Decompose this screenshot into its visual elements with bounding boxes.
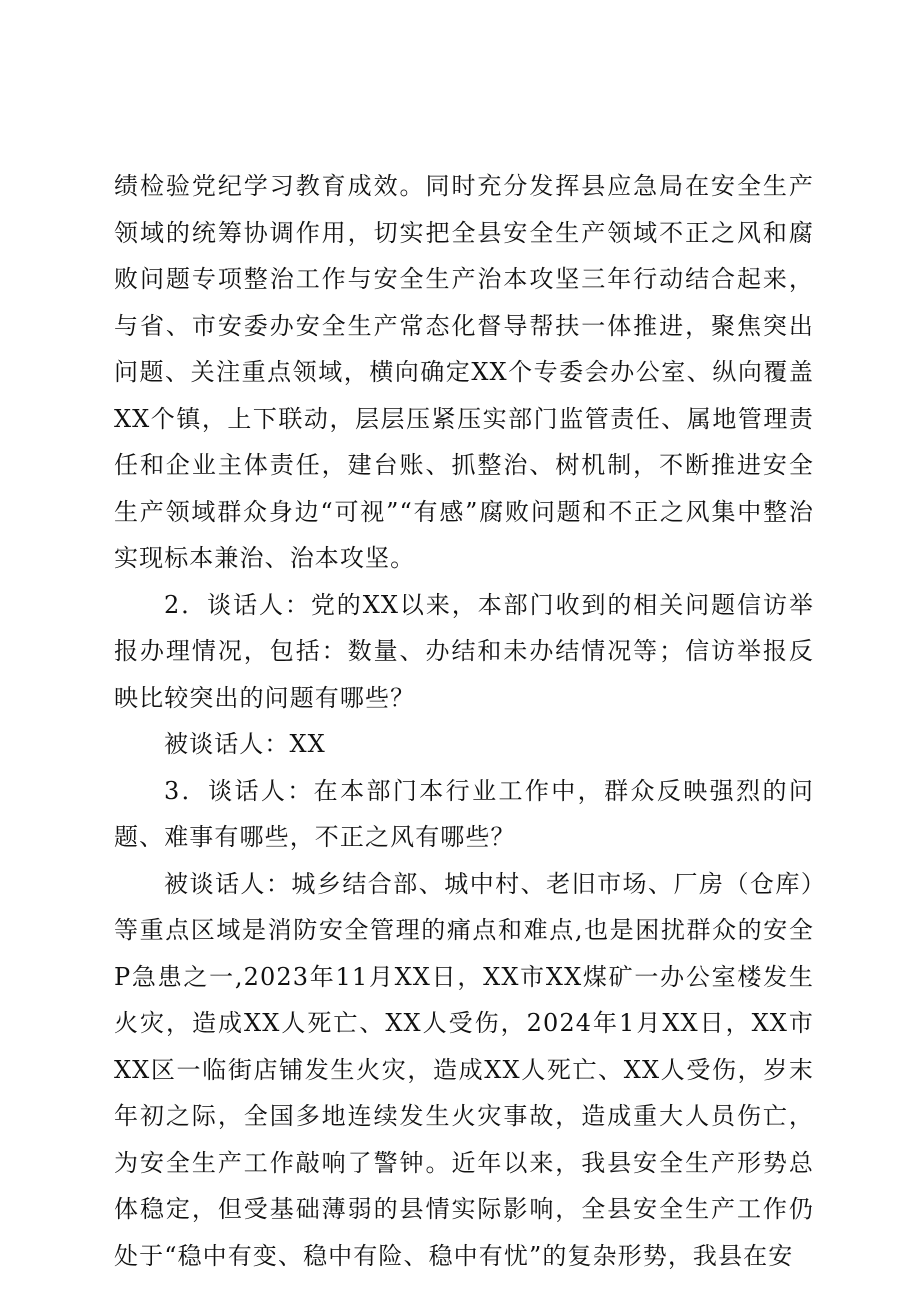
paragraph-answer-2: 被谈话人：XX [164, 730, 326, 758]
paragraph-question-2: 2．谈话人：党的XX以来，本部门收到的相关问题信访举报办理情况，包括：数量、办结和未办结情况等；信访举报反映比较突出的问题有哪些？ [114, 590, 814, 712]
paragraph-continuation: 绩检验党纪学习教育成效。同时充分发挥县应急局在安全生产领域的统筹协调作用，切实把全县安全生产领域不正之风和腐败问题专项整治工作与安全生产治本攻坚三年行动结合起来，与省、市安委办安全生产常态化督导帮扶一体推进，聚焦突出问题、关注重点领域，横向确定XX个专委会办公室、纵向覆盖XX个镇，上下联动，层层压紧压实部门监管责任、属地管理责任和企业主体责任，建台账、抓整治、树机制，不断推进安全生产领域群众身边“可视”“有感”腐败问题和不正之风集中整治实现标本兼治、治本攻坚。 [114, 172, 814, 572]
document-body [114, 163, 814, 1279]
paragraph-question-3: 3．谈话人：在本部门本行业工作中，群众反映强烈的问题、难事有哪些，不正之风有哪些？ [114, 776, 814, 851]
paragraph-answer-3: 被谈话人：城乡结合部、城中村、老旧市场、厂房（仓库）等重点区域是消防安全管理的痛点和难点,也是困扰群众的安全P急患之一,2023年11月XX日，XX市XX煤矿一办公室楼发生火灾，造成XX人死亡、XX人受伤，2024年1月XX日，XX市XX区一临街店铺发生火灾，造成XX人死亡、XX人受伤，岁末年初之际，全国多地连续发生火灾事故，造成重大人员伤亡，为安全生产工作敲响了警钟。近年以来，我县安全生产形势总体稳定，但受基础薄弱的县情实际影响，全县安全生产工作仍处于“稳中有变、稳中有险、稳中有忧”的复杂形势，我县在安 [114, 869, 814, 1270]
